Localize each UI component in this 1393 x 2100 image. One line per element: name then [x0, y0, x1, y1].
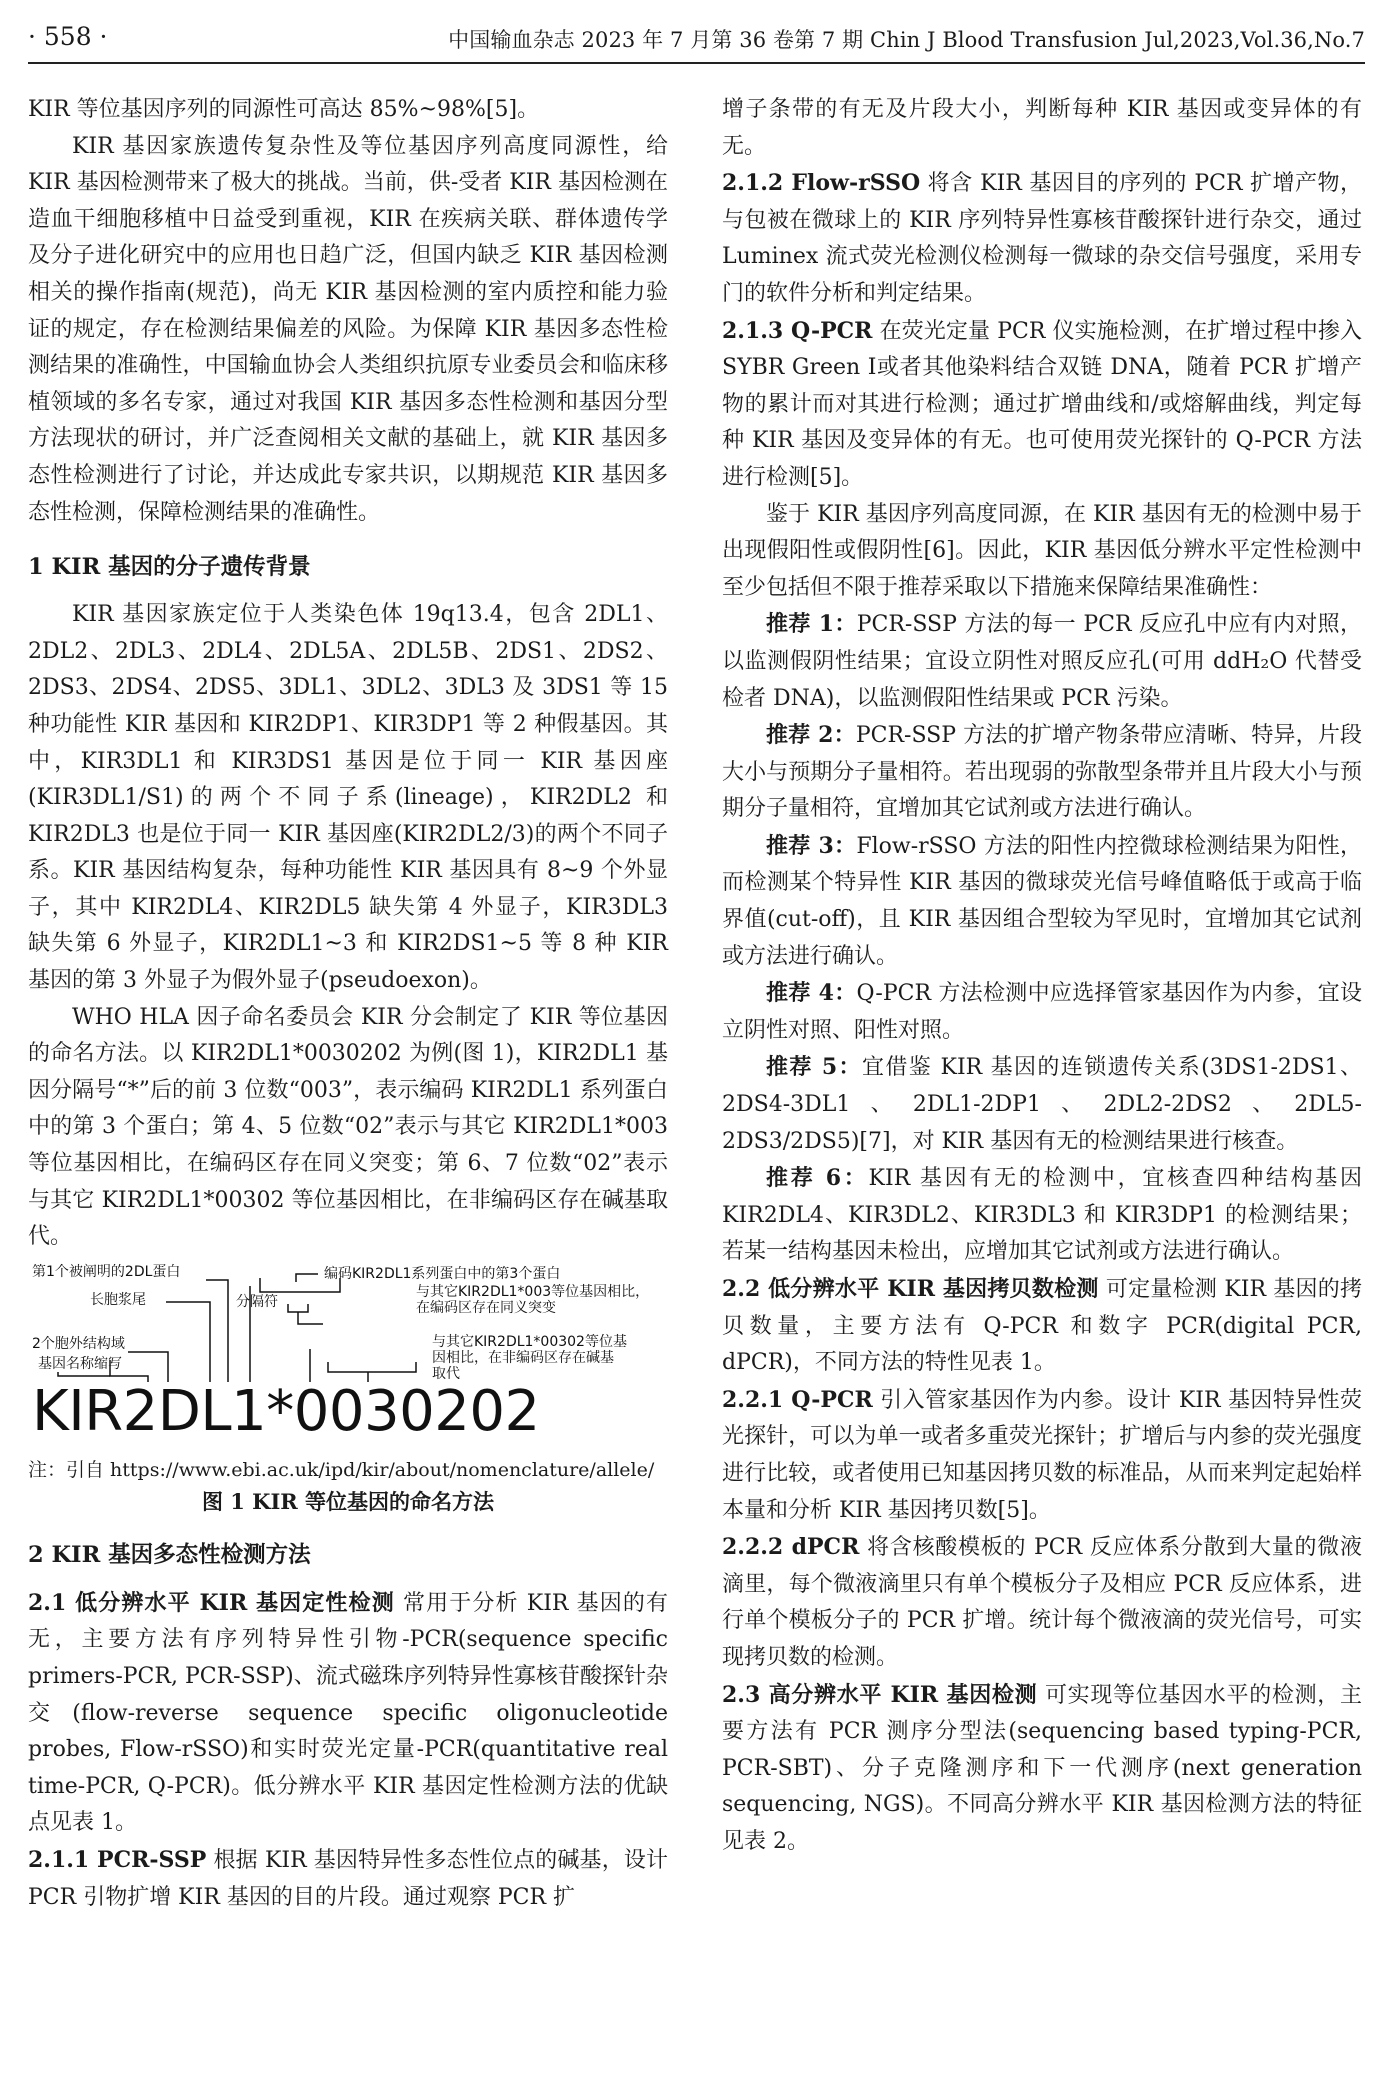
recommendation-text: PCR-SSP 方法的扩增产物条带应清晰、特异，片段大小与预期分子量相符。若出现弱的弥散型条带并且片段大小与预期分子量相符，宜增加其它试剂或方法进行确认。 — [722, 723, 1363, 822]
figure-label: 2个胞外结构域 — [32, 1335, 125, 1352]
figure-label: 第1个被阐明的2DL蛋白 — [32, 1263, 181, 1280]
recommendation-text: KIR 基因有无的检测中，宜核查四种结构基因 KIR2DL4、KIR3DL2、KIR3DL3 和 KIR3DP1 的检测结果；若某一结构基因未检出，应增加其它试剂或方法进行确认。 — [722, 1166, 1363, 1265]
recommendation-title: 推荐 2： — [766, 722, 856, 749]
left-column — [28, 92, 668, 1916]
subsection-text: 可定量检测 KIR 基因的拷贝数量，主要方法有 Q-PCR 和数字 PCR(digital PCR, dPCR)，不同方法的特性见表 1。 — [722, 1277, 1362, 1376]
allele-code: KIR2DL1*0030202 — [32, 1378, 540, 1444]
right-column — [722, 92, 1362, 1861]
section-heading: 1 KIR 基因的分子遗传背景 — [28, 554, 311, 581]
recommendation-text: PCR-SSP 方法的每一 PCR 反应孔中应有内对照，以监测假阴性结果；宜设立阴性对照反应孔(可用 ddH₂O 代替受检者 DNA)，以监测假阳性结果或 PCR 污染。 — [722, 612, 1363, 711]
subsection-text: 将含 KIR 基因目的序列的 PCR 扩增产物，与包被在微球上的 KIR 序列特异性寡核苷酸探针进行杂交，通过 Luminex 流式荧光检测仪检测每一微球的杂交信号强度，采用专门的软件分析和判定结果。 — [722, 171, 1362, 306]
paragraph: KIR 基因家族遗传复杂性及等位基因序列高度同源性，给 KIR 基因检测带来了极大的挑战。当前，供-受者 KIR 基因检测在造血干细胞移植中日益受到重视，KIR 在疾病关联、群体遗传学及分子进化研究中的应用也日趋广泛，但国内缺乏 KIR 基因检测相关的操作指南(规范)，尚无 KIR 基因检测的室内质控和能力验证的规定，存在检测结果偏差的风险。为保障 KIR 基因多态性检测结果的准确性，中国输血协会人类组织抗原专业委员会和临床移植领域的多名专家，通过对我国 KIR 基因多态性检测和基因分型方法现状的研讨，并广泛查阅相关文献的基础上，就 KIR 基因多态性检测进行了讨论，并达成此专家共识，以期规范 KIR 基因多态性检测，保障检测结果的准确性。 — [28, 133, 668, 525]
subsection-text: 在荧光定量 PCR 仪实施检测，在扩增过程中掺入 SYBR Green Ⅰ或者其他染料结合双链 DNA，随着 PCR 扩增产物的累计而对其进行检测；通过扩增曲线和/或熔解曲线，判定每种 KIR 基因及变异体的有无。也可使用荧光探针的 Q-PCR 方法进行检测[5]。 — [722, 318, 1362, 490]
figure-1 — [28, 1264, 668, 1449]
page-number: · 558 · — [28, 22, 108, 51]
recommendation-title: 推荐 3： — [766, 832, 857, 859]
section-heading: 2 KIR 基因多态性检测方法 — [28, 1541, 311, 1568]
recommendation-text: 宜借鉴 KIR 基因的连锁遗传关系(3DS1-2DS1、2DS4-3DL1、2DL1-2DP1、2DL2-2DS2、2DL5-2DS3/2DS5)[7]，对 KIR 基因有无的检测结果进行核查。 — [722, 1055, 1362, 1154]
figure-label: 在编码区存在同义突变 — [416, 1299, 556, 1316]
paragraph: KIR 等位基因序列的同源性可高达 85%~98%[5]。 — [28, 97, 540, 122]
recommendation-text: Flow-rSSO 方法的阳性内控微球检测结果为阳性，而检测某个特异性 KIR 基因的微球荧光信号峰值略低于或高于临界值(cut-off)，且 KIR 基因组合型较为罕见时，宜增加其它试剂或方法进行确认。 — [722, 833, 1362, 969]
figure-label: 基因名称缩写 — [38, 1355, 122, 1372]
recommendation-title: 推荐 1： — [766, 611, 857, 638]
paragraph: 鉴于 KIR 基因序列高度同源，在 KIR 基因有无的检测中易于出现假阳性或假阴性[6]。因此，KIR 基因低分辨水平定性检测中至少包括但不限于推荐采取以下措施来保障结果准确性： — [722, 501, 1362, 600]
subsection-title: 2.3 高分辨水平 KIR 基因检测 — [722, 1681, 1038, 1708]
figure-label: 因相比，在非编码区存在碱基 — [432, 1349, 614, 1366]
subsection-title: 2.1.2 Flow-rSSO — [722, 170, 921, 197]
figure-caption: 图 1 KIR 等位基因的命名方法 — [201, 1488, 495, 1514]
subsection-title: 2.1 低分辨水平 KIR 基因定性检测 — [28, 1589, 395, 1616]
recommendation-title: 推荐 6： — [766, 1165, 869, 1192]
figure-note: 注：引自 https://www.ebi.ac.uk/ipd/kir/about/nomenclature/allele/ — [28, 1458, 655, 1481]
paragraph: KIR 基因家族定位于人类染色体 19q13.4，包含 2DL1、2DL2、2DL3、2DL4、2DL5A、2DL5B、2DS1、2DS2、2DS3、2DS4、2DS5、3DL1、3DL2、3DL3 及 3DS1 等 15 种功能性 KIR 基因和 KIR2DP1、KIR3DP1 等 2 种假基因。其中，KIR3DL1 和 KIR3DS1 基因是位于同一 KIR 基因座(KIR3DL1/S1)的两个不同子系(lineage)，KIR2DL2 和 KIR2DL3 也是位于同一 KIR 基因座(KIR2DL2/3)的两个不同子系。KIR 基因结构复杂，每种功能性 KIR 基因具有 8~9 个外显子，其中 KIR2DL4、KIR2DL5 缺失第 4 外显子，KIR3DL3 缺失第 6 外显子，KIR2DL1~3 和 KIR2DS1~5 等 8 种 KIR 基因的第 3 外显子为假外显子(pseudoexon)。 — [28, 602, 668, 994]
subsection-title: 2.2.2 dPCR — [722, 1534, 860, 1561]
paragraph: WHO HLA 因子命名委员会 KIR 分会制定了 KIR 等位基因的命名方法。以 KIR2DL1*0030202 为例(图 1)，KIR2DL1 基因分隔号“*”后的前 3 位数“003”，表示编码 KIR2DL1 系列蛋白中的第 3 个蛋白；第 4、5 位数“02”表示与其它 KIR2DL1*003 等位基因相比，在编码区存在同义突变；第 6、7 位数“02”表示与其它 KIR2DL1*00302 等位基因相比，在非编码区存在碱基取代。 — [28, 1004, 668, 1250]
figure-label: 编码KIR2DL1系列蛋白中的第3个蛋白 — [324, 1265, 561, 1282]
subsection-title: 2.2.1 Q-PCR — [722, 1386, 873, 1413]
subsection-text: 可实现等位基因水平的检测，主要方法有 PCR 测序分型法(sequencing based typing-PCR, PCR-SBT)、分子克隆测序和下一代测序(next generation sequencing, NGS)。不同高分辨水平 KIR 基因检测方法的特征见表 2。 — [722, 1682, 1362, 1854]
subsection-title: 2.2 低分辨水平 KIR 基因拷贝数检测 — [722, 1276, 1099, 1302]
figure-label: 取代 — [432, 1365, 460, 1382]
subsection-title: 2.1.3 Q-PCR — [722, 317, 873, 344]
subsection-text: 根据 KIR 基因特异性多态性位点的碱基，设计 PCR 引物扩增 KIR 基因的目的片段。通过观察 PCR 扩 — [28, 1847, 669, 1910]
recommendation-title: 推荐 4： — [766, 980, 857, 1007]
subsection-title: 2.1.1 PCR-SSP — [28, 1846, 207, 1873]
subsection-text: 常用于分析 KIR 基因的有无，主要方法有序列特异性引物-PCR(sequence specific primers-PCR, PCR-SSP)、流式磁珠序列特异性寡核苷酸探针杂交(flow-reverse sequence specific oligonucleotide probes, Flow-rSSO)和实时荧光定量-PCR(quantitative real time-PCR, Q-PCR)。低分辨水平 KIR 基因定性检测方法的优缺点见表 1。 — [28, 1590, 669, 1836]
recommendation-title: 推荐 5： — [766, 1054, 862, 1081]
subsection-text: 将含核酸模板的 PCR 反应体系分散到大量的微液滴里，每个微液滴里只有单个模板分子及相应 PCR 反应体系，进行单个模板分子的 PCR 扩增。统计每个微液滴的荧光信号，可实现拷贝数的检测。 — [722, 1535, 1362, 1670]
figure-label: 与其它KIR2DL1*003等位基因相比， — [416, 1283, 650, 1300]
figure-label: 分隔符 — [236, 1293, 278, 1310]
recommendation-text: Q-PCR 方法检测中应选择管家基因作为内参，宜设立阴性对照、阳性对照。 — [722, 981, 1362, 1043]
header-rule — [28, 62, 1365, 64]
subsection-text: 引入管家基因作为内参。设计 KIR 基因特异性荧光探针，可以为单一或者多重荧光探针；扩增后与内参的荧光强度进行比较，或者使用已知基因拷贝数的标准品，从而来判定起始样本量和分析 KIR 基因拷贝数[5]。 — [722, 1387, 1362, 1523]
figure-label: 与其它KIR2DL1*00302等位基 — [432, 1333, 627, 1350]
journal-header: 中国输血杂志 2023 年 7 月第 36 卷第 7 期 Chin J Blood Transfusion Jul,2023,Vol.36,No.7 — [448, 28, 1365, 52]
paragraph: 增子条带的有无及片段大小，判断每种 KIR 基因或变异体的有无。 — [722, 97, 1362, 159]
figure-label: 长胞浆尾 — [90, 1291, 146, 1308]
